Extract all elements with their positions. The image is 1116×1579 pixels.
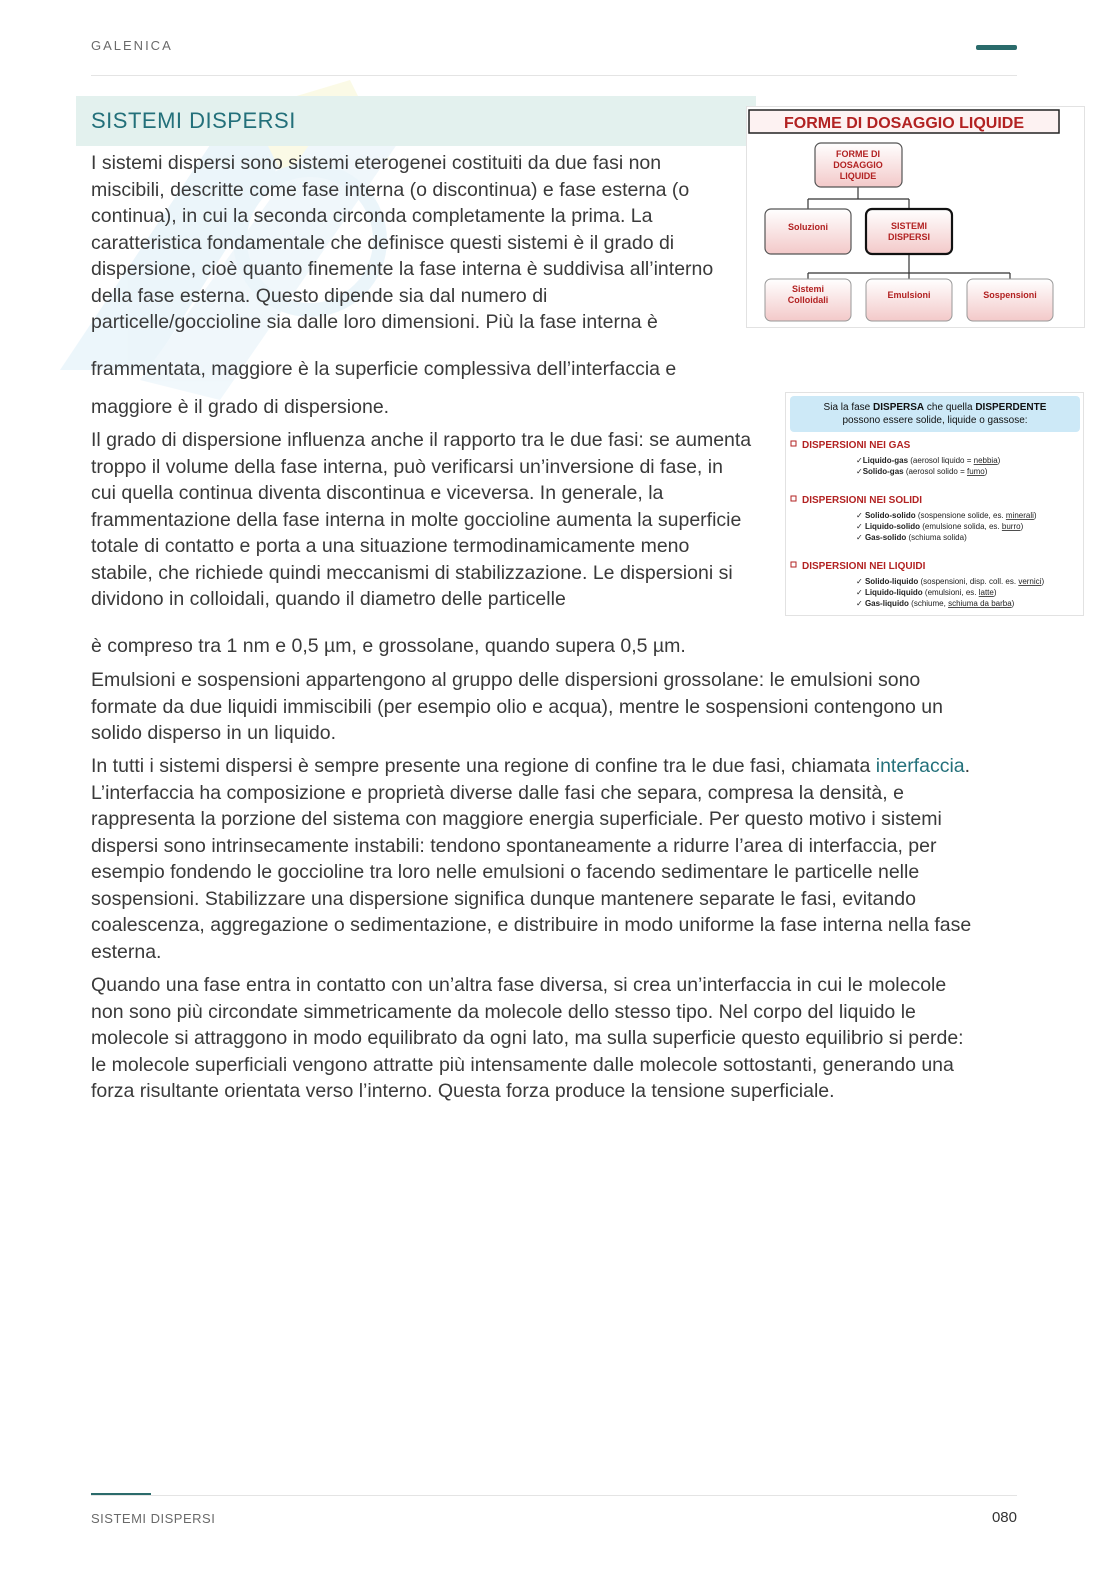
text-run: . (964, 755, 971, 777)
text-line: Il grado di dispersione influenza anche il rapporto tra le due fasi: se aumenta (91, 429, 752, 451)
group-title-solidi: DISPERSIONI NEI SOLIDI (802, 495, 923, 506)
text-line: le molecole superficiali vengono attratte più intensamente dalle molecole sottostanti, generando una (91, 1053, 954, 1076)
text-line: rappresenta la porzione del sistema con maggiore energia superficiale. Per questo motivo i sistemi (91, 808, 942, 830)
text-line: caratteristica fondamentale che definisce questi sistemi è il grado di (91, 231, 675, 254)
checkbox-bullet-icon (791, 441, 796, 446)
text-line: maggiore è il grado di dispersione. (91, 396, 390, 418)
text-line: Quando una fase entra in contatto con un’altra fase diversa, si crea un’interfaccia in cui le molecole (91, 974, 947, 996)
tree-node-root-line: LIQUIDE (839, 171, 877, 181)
group-item: ✓ Solido-solido (sospensione solide, es. minerali) (856, 511, 1037, 520)
group-item: ✓ Liquido-liquido (emulsioni, es. latte) (856, 588, 997, 597)
tree-title: FORME DI DOSAGGIO LIQUIDE (783, 115, 1025, 132)
text-line: frammentata, maggiore è la superficie complessiva dell’interfaccia e (91, 358, 677, 380)
checkmark-icon: ✓ (856, 456, 863, 465)
text-line: stabile, che richiede quindi meccanismi di stabilizzazione. Le dispersioni si (91, 561, 733, 584)
text-line: dividono in colloidali, quando il diametro delle particelle (91, 588, 566, 610)
running-header: GALENICA (91, 38, 173, 53)
text-line: totale di contatto e porta a una situazione termodinamicamente meno (91, 535, 690, 557)
tree-node-emulsioni (866, 279, 952, 321)
text-line: dispersione, cioè quanto finemente la fase interna è suddivisa all’interno (91, 258, 714, 280)
figure-dispersion-types (785, 392, 1084, 616)
header-divider (91, 75, 1017, 76)
header-accent-bar (976, 45, 1017, 50)
text-line: coalescenza, aggregazione o sedimentazione, e distribuire in modo uniforme la fase interna nella fase (91, 914, 972, 936)
group-item: ✓Liquido-gas (aerosol liquido = nebbia) (856, 456, 1001, 465)
tree-node-root-line: FORME DI (836, 149, 880, 159)
tree-node-colloidali-line: Sistemi (791, 284, 825, 294)
checkmark-icon: ✓ (856, 599, 865, 608)
section-title: SISTEMI DISPERSI (91, 108, 296, 133)
tree-diagram (747, 107, 1084, 327)
tree-node-sistemi-dispersi-line: SISTEMI (890, 221, 928, 231)
text-line (91, 753, 970, 780)
text-line: frammentazione della fase interna in molte goccioline aumenta la superficie (91, 508, 742, 531)
text-run: In tutti i sistemi dispersi è sempre presente una regione di confine tra le due fasi, chiamata (91, 755, 876, 777)
text-line: è compreso tra 1 nm e 0,5 µm, e grossolane, quando supera 0,5 µm. (91, 635, 686, 657)
tree-node-colloidali-line: Colloidali (787, 295, 829, 305)
keyword-interfaccia: interfaccia (875, 755, 965, 777)
text-line: molecole si attraggono in modo equilibrato da ogni lato, ma sulla superficie questo equilibrio si perde: (91, 1027, 964, 1049)
figure-dosage-forms-tree (746, 106, 1085, 328)
text-line: L’interfaccia ha composizione e proprietà diverse dalle fasi che separa, compresa la densità, e (91, 781, 904, 804)
tree-node-sistemi-dispersi-line: DISPERSI (887, 232, 931, 242)
text-line: miscibili, descritte come fase interna (o discontinua) e fase esterna (o (91, 178, 690, 201)
tree-node-root-line: DOSAGGIO (833, 160, 883, 170)
checkmark-icon: ✓ (856, 588, 865, 597)
text-line: dispersi sono intrinsecamente instabili: tendono spontaneamente a ridurre l’area di interfaccia, per (91, 834, 937, 857)
group-item: ✓Solido-gas (aerosol solido = fumo) (856, 467, 988, 476)
text-line: sospensioni. Stabilizzare una dispersione significa dunque mantenere separate le fasi, evitando (91, 887, 916, 910)
panel-header-line2: possono essere solide, liquide o gassose: (842, 415, 1028, 426)
checkmark-icon: ✓ (856, 577, 865, 586)
tree-node-soluzioni-label: Soluzioni (788, 222, 828, 232)
text-line: della fase esterna. Questo dipende sia dal numero di (91, 284, 548, 307)
text-line: I sistemi dispersi sono sistemi eterogenei costituiti da due fasi non (91, 152, 662, 174)
text-line: esterna. (91, 940, 162, 963)
group-item: ✓ Gas-solido (schiuma solida) (856, 533, 967, 542)
text-line: troppo il volume della fase interna, può verificarsi un’inversione di fase, in (91, 455, 723, 478)
checkmark-icon: ✓ (856, 533, 865, 542)
checkmark-icon: ✓ (856, 522, 865, 531)
tree-node-emulsioni-label: Emulsioni (887, 290, 931, 300)
group-title-gas: DISPERSIONI NEI GAS (802, 440, 911, 451)
group-item: ✓ Liquido-solido (emulsione solida, es. burro) (856, 522, 1024, 531)
running-footer: SISTEMI DISPERSI (91, 1511, 216, 1526)
panel-header-line1: Sia la fase DISPERSA che quella DISPERDENTE (823, 402, 1047, 413)
text-line: non sono più circondate simmetricamente da molecole dello stesso tipo. Nel corpo del liquido le (91, 1000, 916, 1023)
text-line: esempio fondendo le goccioline tra loro nelle emulsioni o facendo sedimentare le particelle nelle (91, 861, 920, 883)
checkbox-bullet-icon (791, 562, 796, 567)
text-line: Emulsioni e sospensioni appartengono al gruppo delle dispersioni grossolane: le emulsioni sono (91, 669, 921, 691)
text-line: cui quella continua diventa discontinua e viceversa. In generale, la (91, 482, 664, 504)
checkmark-icon: ✓ (856, 467, 863, 476)
tree-node-sospensioni-label: Sospensioni (983, 290, 1037, 300)
group-title-liquidi: DISPERSIONI NEI LIQUIDI (802, 561, 926, 572)
text-line: continua), in cui la seconda circonda completamente la prima. La (91, 205, 653, 227)
footer-divider (91, 1495, 1017, 1496)
text-line: particelle/goccioline sia dalle loro dimensioni. Più la fase interna è (91, 311, 658, 333)
page-number: 080 (991, 1509, 1017, 1526)
text-line: solido disperso in un liquido. (91, 722, 336, 744)
checkmark-icon: ✓ (856, 511, 865, 520)
checkbox-bullet-icon (791, 496, 796, 501)
tree-node-sospensioni (967, 279, 1053, 321)
group-item: ✓ Solido-liquido (sospensioni, disp. coll. es. vernici) (856, 577, 1045, 586)
text-line: forza risultante orientata verso l’interno. Questa forza produce la tensione superficiale. (91, 1080, 835, 1102)
text-line: formate da due liquidi immiscibili (per esempio olio e acqua), mentre le sospensioni contengono un (91, 695, 943, 718)
dispersion-types-panel (786, 393, 1083, 615)
group-item: ✓ Gas-liquido (schiume, schiuma da barba) (856, 599, 1015, 608)
